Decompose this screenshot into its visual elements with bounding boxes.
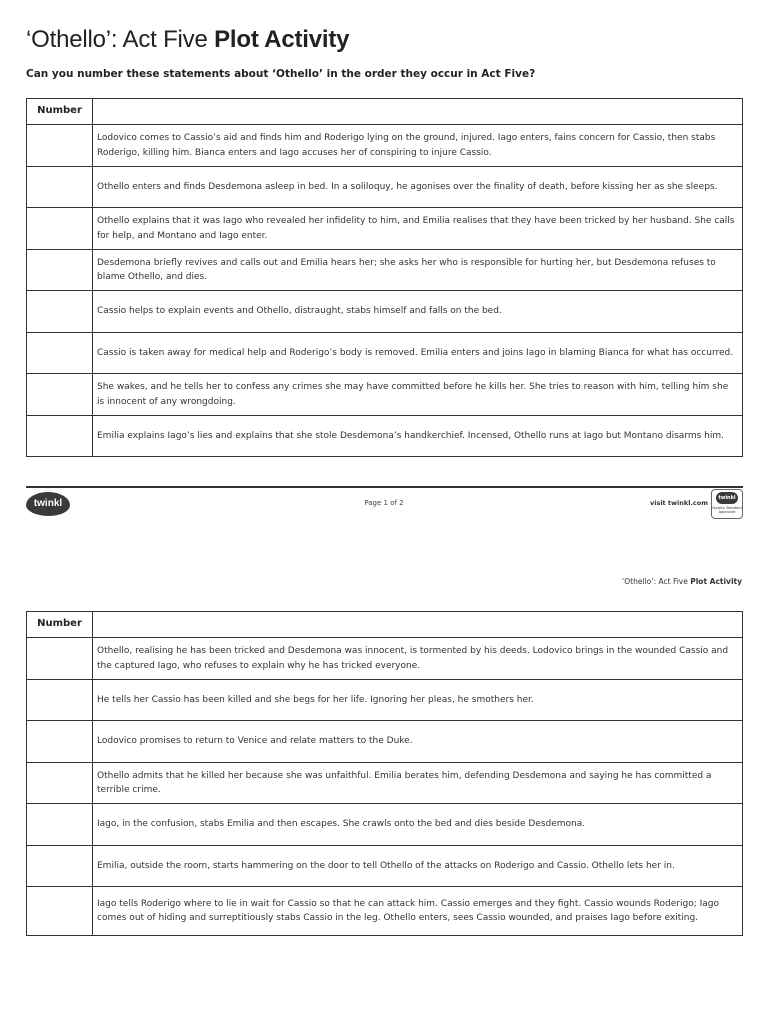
- footer-divider: [26, 486, 743, 488]
- number-cell[interactable]: [27, 846, 93, 887]
- statement-text: Othello admits that he killed her because she was unfaithful. Emilia berates him, defending Desdemona and saying he has committed a terrible crime.: [93, 763, 743, 804]
- number-cell[interactable]: [27, 374, 93, 416]
- table-row: [27, 291, 743, 333]
- statement-text: Emilia explains Iago’s lies and explains that she stole Desdemona’s handkerchief. Incensed, Othello runs at Iago but Montano disarms him.: [93, 416, 743, 457]
- statement-text: Desdemona briefly revives and calls out and Emilia hears her; she asks her who is responsible for hurting her, but Desdemona refuses to blame Othello, and dies.: [93, 250, 743, 291]
- number-cell[interactable]: [27, 416, 93, 457]
- number-cell[interactable]: [27, 721, 93, 763]
- number-cell[interactable]: [27, 638, 93, 680]
- number-cell[interactable]: [27, 804, 93, 846]
- statement-text: Othello explains that it was Iago who revealed her infidelity to him, and Emilia realises that they have been tricked by her husband. She calls for help, and Montano and Iago enter.: [93, 208, 743, 250]
- table-row: [27, 167, 743, 208]
- table-row: [27, 804, 743, 846]
- number-cell[interactable]: [27, 333, 93, 374]
- number-cell[interactable]: [27, 291, 93, 333]
- number-column-header: Number: [27, 612, 93, 638]
- table-header-row: [27, 99, 743, 125]
- table-row: [27, 846, 743, 887]
- title-regular: ‘Othello’: Act Five: [26, 26, 208, 53]
- twinkl-logo[interactable]: twinkl: [26, 492, 70, 516]
- statement-text: Emilia, outside the room, starts hammering on the door to tell Othello of the attacks on Roderigo and Cassio. Othello lets her in.: [93, 846, 743, 887]
- page-title: [26, 26, 349, 54]
- header-regular: ‘Othello’: Act Five: [621, 577, 688, 586]
- number-cell[interactable]: [27, 208, 93, 250]
- table-row: [27, 374, 743, 416]
- table-row: [27, 680, 743, 721]
- header-bold: Plot Activity: [690, 577, 742, 586]
- statement-text: Cassio is taken away for medical help and Roderigo’s body is removed. Emilia enters and joins Iago in blaming Bianca for what has occurred.: [93, 333, 743, 374]
- statement-text: Lodovico promises to return to Venice and relate matters to the Duke.: [93, 721, 743, 763]
- table-row: [27, 416, 743, 457]
- table-row: [27, 125, 743, 167]
- number-column-header: Number: [27, 99, 93, 125]
- statement-text: Othello, realising he has been tricked and Desdemona was innocent, is tormented by his deeds. Lodovico brings in the wounded Cassio and the captured Iago, who refuses to explain why he has tricked everyone.: [93, 638, 743, 680]
- number-cell[interactable]: [27, 763, 93, 804]
- statement-text: Cassio helps to explain events and Othello, distraught, stabs himself and falls on the bed.: [93, 291, 743, 333]
- table-row: [27, 887, 743, 936]
- statement-text: Othello enters and finds Desdemona asleep in bed. In a soliloquy, he agonises over the finality of death, before kissing her as she sleeps.: [93, 167, 743, 208]
- page-2-header: [622, 577, 742, 586]
- statement-text: She wakes, and he tells her to confess any crimes she may have committed before he kills her. She tries to reason with him, telling him she is innocent of any wrongdoing.: [93, 374, 743, 416]
- visit-link[interactable]: visit twinkl.com: [649, 499, 708, 507]
- statements-table-page-2: [26, 611, 743, 936]
- statement-column-header: [93, 612, 743, 638]
- statements-table-page-1: [26, 98, 743, 457]
- instruction-question: Can you number these statements about ‘Othello’ in the order they occur in Act Five?: [26, 68, 536, 80]
- table-row: [27, 721, 743, 763]
- table-row: [27, 763, 743, 804]
- page-number: Page 1 of 2: [364, 499, 404, 507]
- badge-logo: twinkl: [716, 492, 738, 504]
- quality-badge-icon: [711, 489, 743, 519]
- statement-column-header: [93, 99, 743, 125]
- table-row: [27, 638, 743, 680]
- statement-text: Iago, in the confusion, stabs Emilia and then escapes. She crawls onto the bed and dies beside Desdemona.: [93, 804, 743, 846]
- badge-text: Quality Standard Approved: [712, 506, 742, 514]
- number-cell[interactable]: [27, 125, 93, 167]
- table-row: [27, 333, 743, 374]
- statement-text: Lodovico comes to Cassio’s aid and finds him and Roderigo lying on the ground, injured. Iago enters, fains concern for Cassio, then stabs Roderigo, killing him. Bianca enters and Iago accuses her of conspiring to injure Cassio.: [93, 125, 743, 167]
- number-cell[interactable]: [27, 250, 93, 291]
- statement-text: He tells her Cassio has been killed and she begs for her life. Ignoring her pleas, he smothers her.: [93, 680, 743, 721]
- statement-text: Iago tells Roderigo where to lie in wait for Cassio so that he can attack him. Cassio emerges and they fight. Cassio wounds Roderigo; Iago comes out of hiding and surreptitiously stabs Cassio in the leg. Othello enters, sees Cassio wounded, and praises Iago before exiting.: [93, 887, 743, 936]
- number-cell[interactable]: [27, 167, 93, 208]
- number-cell[interactable]: [27, 680, 93, 721]
- table-header-row: [27, 612, 743, 638]
- number-cell[interactable]: [27, 887, 93, 936]
- table-row: [27, 208, 743, 250]
- table-row: [27, 250, 743, 291]
- title-bold: Plot Activity: [214, 26, 350, 53]
